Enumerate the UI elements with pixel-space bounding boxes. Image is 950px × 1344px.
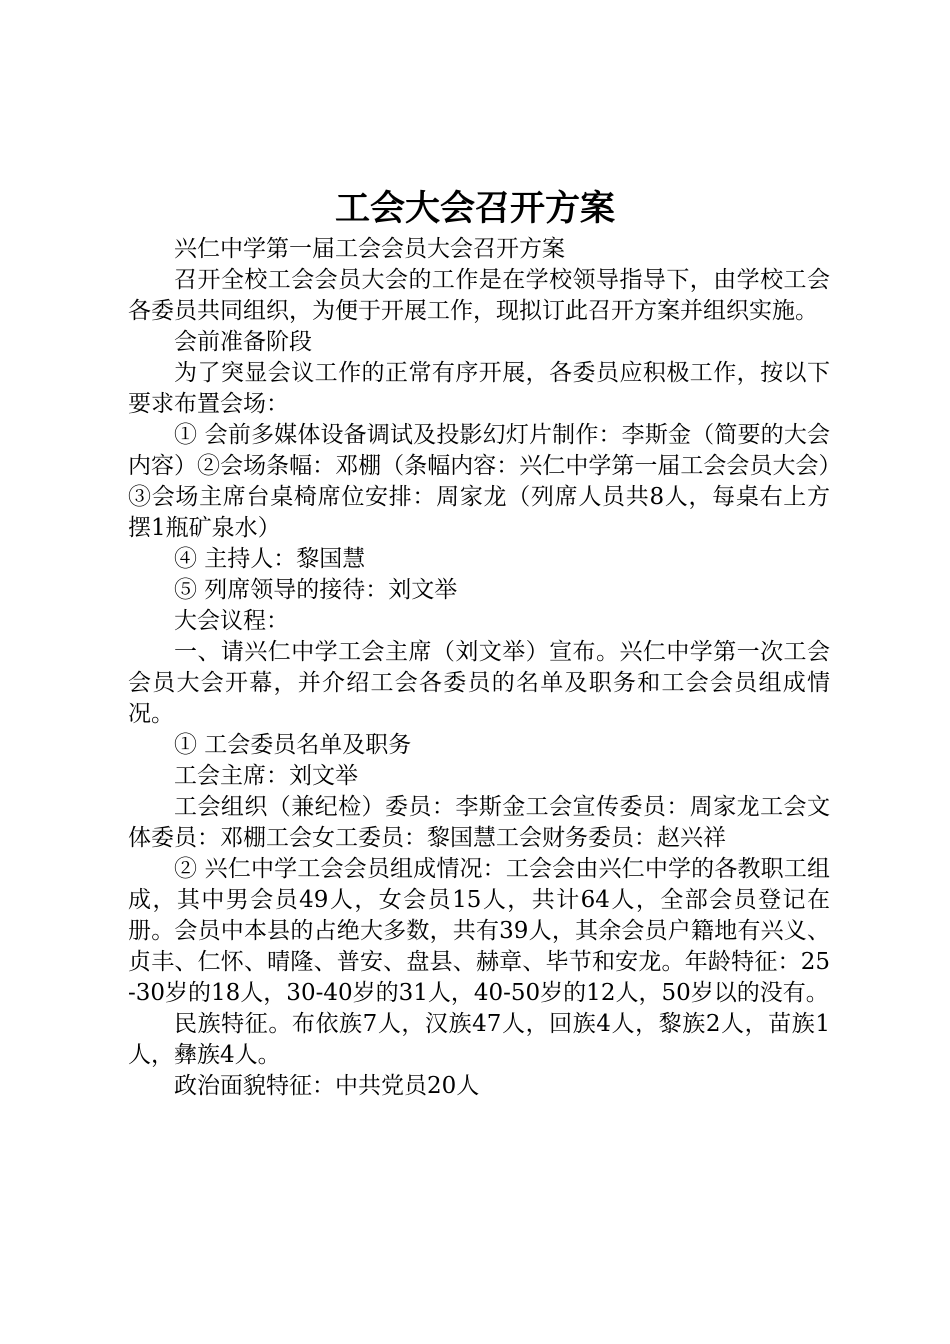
paragraph-host: ④ 主持人：黎国慧 — [174, 546, 366, 572]
paragraph-preparation-items: ① 会前多媒体设备调试及投影幻灯片制作：李斯金（简要的大会内容）②会场条幅：邓棚（条幅内容：兴仁中学第一届工会会员大会）③会场主席台桌椅席位安排：周家龙（列席人员共8人，每桌右上方摆1瓶矿泉水） — [128, 422, 830, 541]
paragraph-agenda-heading: 大会议程： — [174, 608, 289, 634]
paragraph-intro: 召开全校工会会员大会的工作是在学校领导指导下，由学校工会各委员共同组织，为便于开展工作，现拟订此召开方案并组织实施。 — [128, 267, 830, 324]
paragraph-committee-members: 工会组织（兼纪检）委员：李斯金工会宣传委员：周家龙工会文体委员：邓棚工会女工委员：黎国慧工会财务委员：赵兴祥 — [128, 794, 830, 851]
paragraph-requirements: 为了突显会议工作的正常有序开展，各委员应积极工作，按以下要求布置会场： — [128, 360, 830, 417]
paragraph-agenda-one: 一、请兴仁中学工会主席（刘文举）宣布。兴仁中学第一次工会会员大会开幕，并介绍工会各委员的名单及职务和工会会员组成情况。 — [128, 639, 830, 727]
paragraph-membership-composition: ② 兴仁中学工会会员组成情况：工会会由兴仁中学的各教职工组成，其中男会员49人，女会员15人，共计64人，全部会员登记在册。会员中本县的占绝大多数，共有39人，其余会员户籍地有兴义、贞丰、仁怀、晴隆、普安、盘县、赫章、毕节和安龙。年龄特征：25-30岁的18人，30-40岁的31人，40-50岁的12人，50岁以的没有。 — [128, 856, 830, 1006]
document-title: 工会大会召开方案 — [334, 189, 615, 229]
paragraph-ethnicity: 民族特征。布依族7人，汉族47人，回族4人，黎族2人，苗族1人，彝族4人。 — [128, 1011, 830, 1068]
paragraph-reception: ⑤ 列席领导的接待：刘文举 — [174, 577, 458, 603]
paragraph-committee-list-heading: ① 工会委员名单及职务 — [174, 732, 412, 758]
paragraph-chairman: 工会主席：刘文举 — [174, 763, 358, 789]
paragraph-section-heading: 会前准备阶段 — [174, 329, 312, 355]
document-body — [128, 234, 830, 1102]
paragraph-subtitle: 兴仁中学第一届工会会员大会召开方案 — [174, 236, 565, 262]
paragraph-political-status: 政治面貌特征：中共党员20人 — [174, 1073, 480, 1099]
